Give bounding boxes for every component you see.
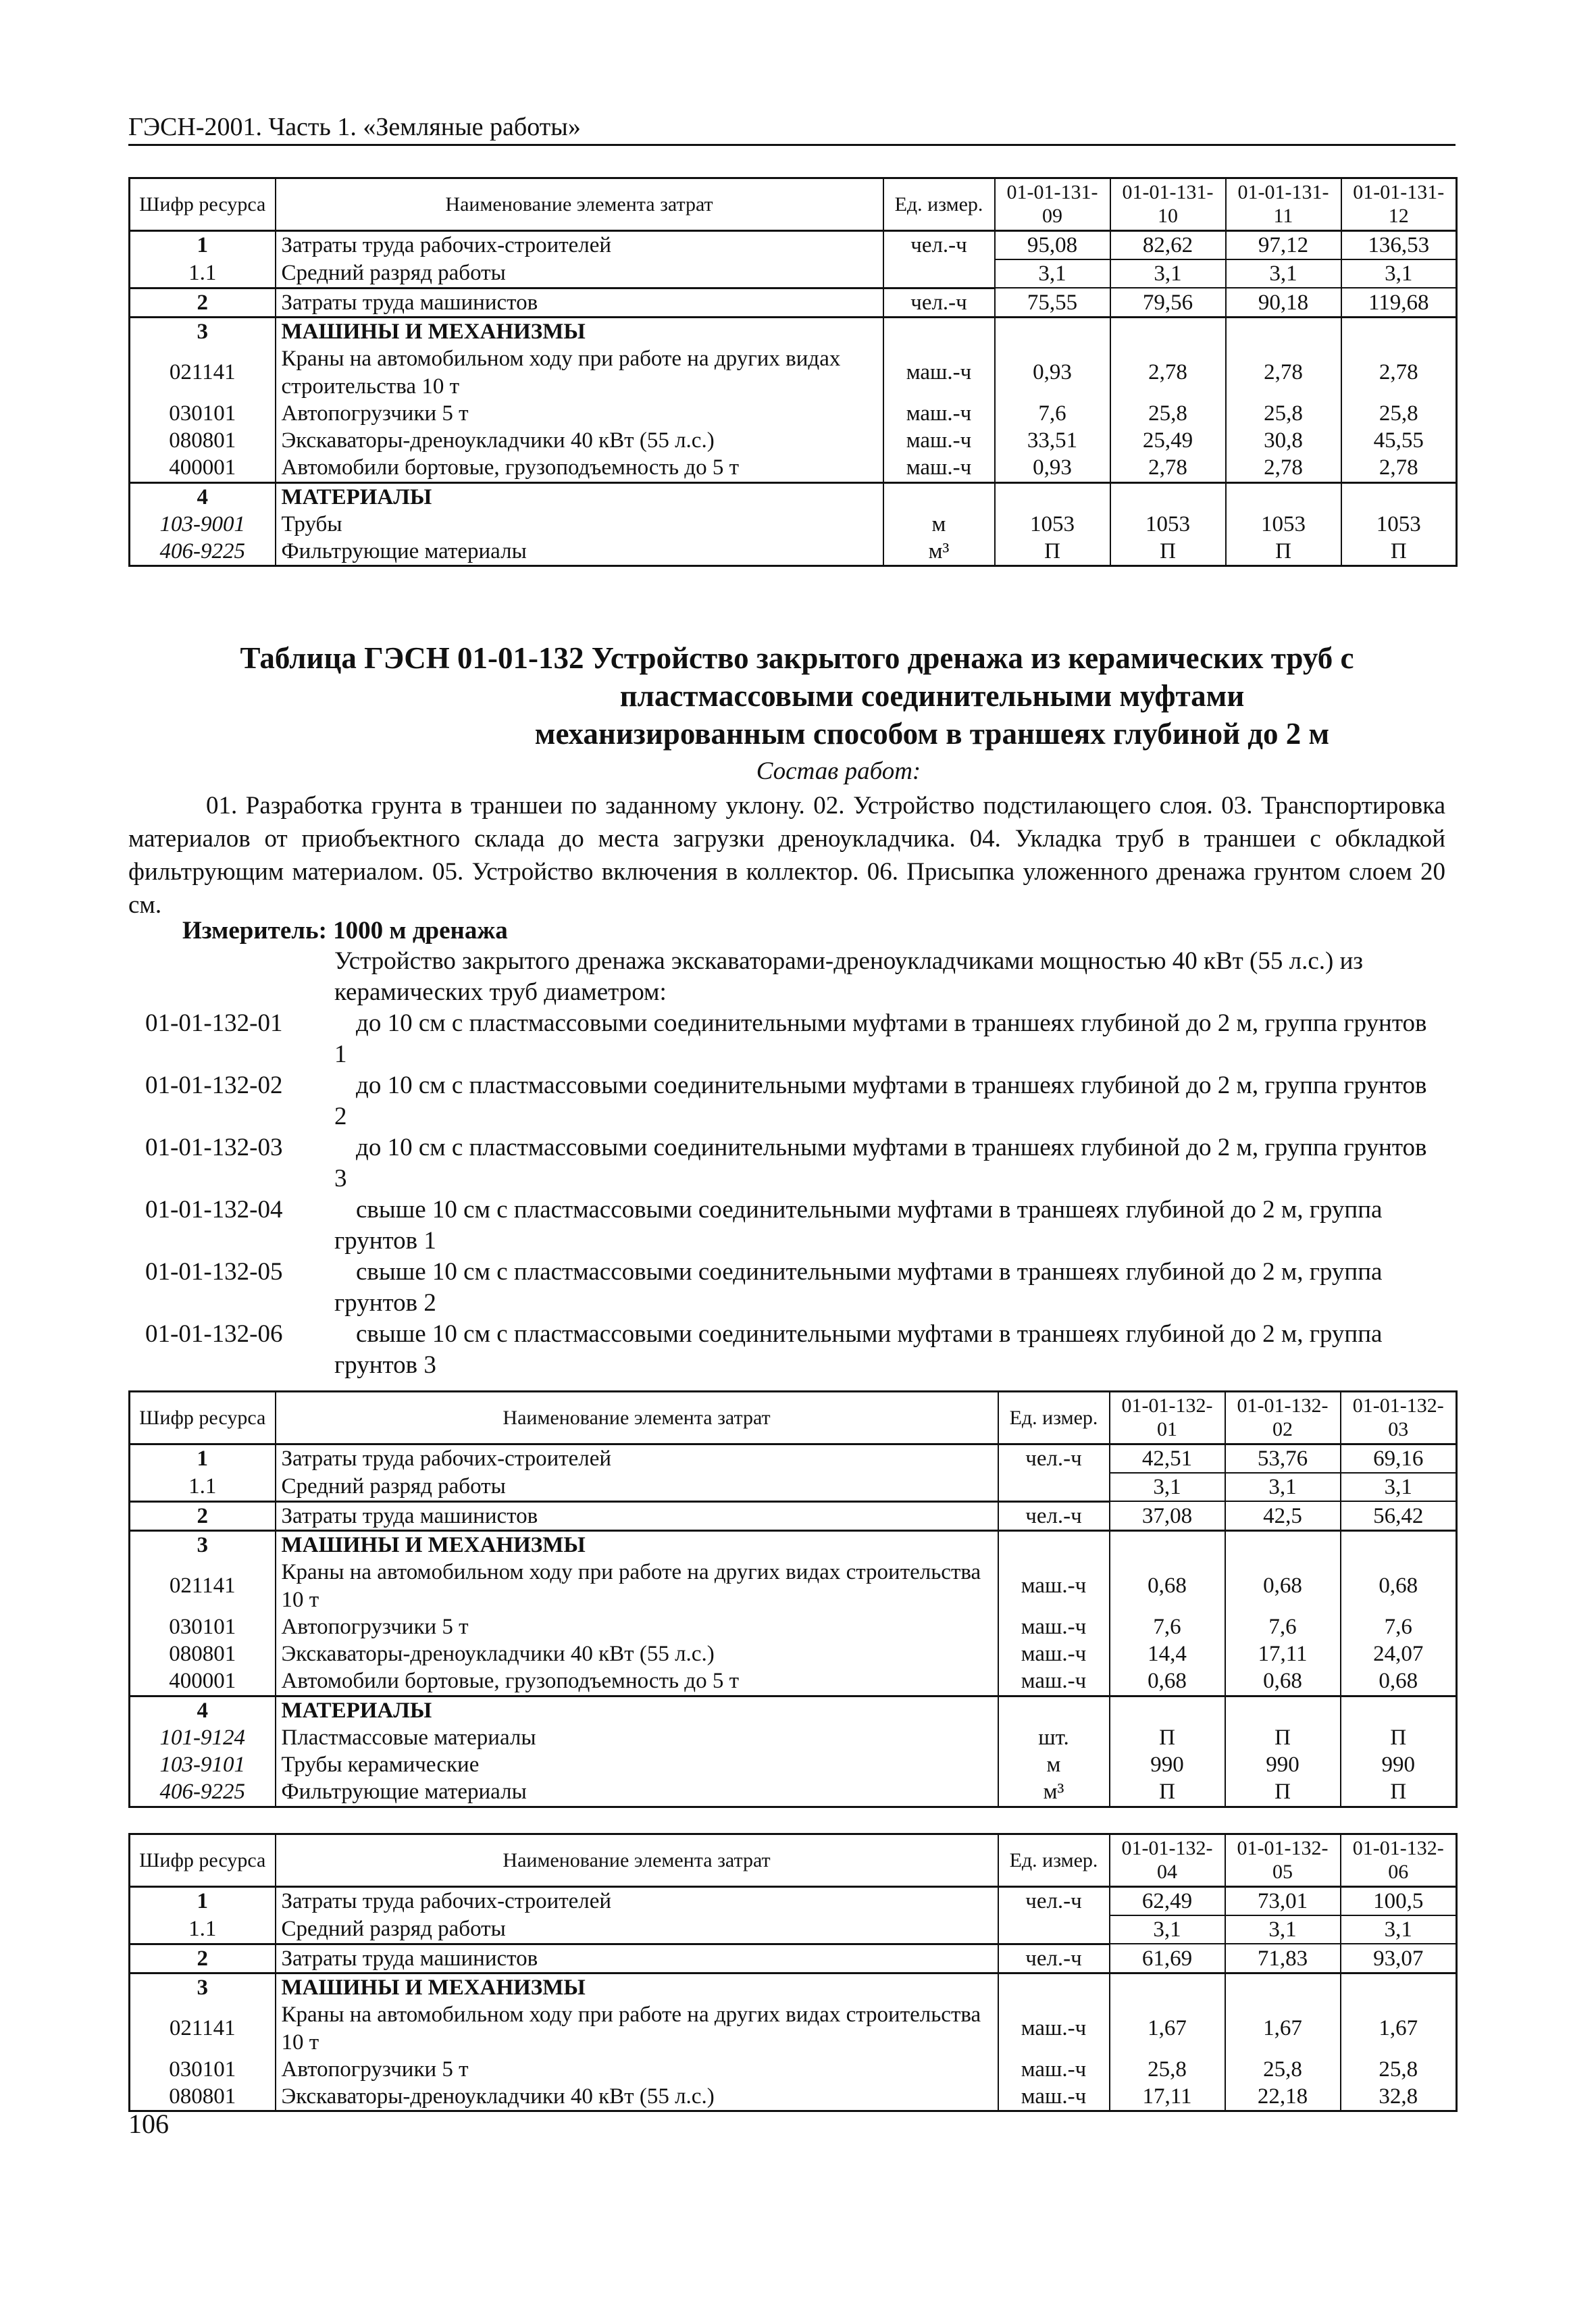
resource-value: 0,93 (995, 454, 1110, 482)
resource-value: П (1226, 538, 1341, 566)
resource-name: Краны на автомобильном ходу при работе на других видах строительства 10 т (276, 1559, 998, 1613)
table-row (130, 2001, 1457, 2056)
resource-value: 3,1 (1110, 1915, 1225, 1944)
resource-value: 7,6 (1110, 1613, 1225, 1640)
resource-value: 1053 (1226, 511, 1341, 538)
table-row (130, 230, 1457, 259)
resource-name: МАШИНЫ И МЕХАНИЗМЫ (276, 318, 883, 346)
resource-value: 62,49 (1110, 1886, 1225, 1915)
norm-item-text: свыше 10 см с пластмассовыми соединительными муфтами в траншеях глубиной до 2 м, группа грунтов 3 (334, 1320, 1383, 1379)
resource-code: 030101 (169, 401, 236, 426)
resource-code: 1.1 (188, 1474, 217, 1499)
resource-unit: маш.-ч (998, 2056, 1110, 2083)
norm-item-code: 01-01-132-06 (145, 1320, 283, 1348)
resource-value: 25,8 (1341, 400, 1457, 427)
table-row (130, 318, 1457, 346)
resource-name: Затраты труда рабочих-строителей (276, 230, 883, 259)
table-row (130, 454, 1457, 482)
resource-value: 93,07 (1341, 1944, 1457, 1973)
resource-value (1110, 1973, 1225, 2002)
resource-value (1110, 1531, 1225, 1559)
header-norm-code: 01-01-132-04 (1110, 1834, 1225, 1887)
resource-value (1226, 482, 1341, 511)
resource-value (1225, 1973, 1341, 2002)
resource-value: П (1110, 1724, 1225, 1751)
resource-unit: маш.-ч (998, 1667, 1110, 1696)
norm-item (128, 1194, 1445, 1257)
norm-item-code: 01-01-132-04 (145, 1196, 283, 1224)
resource-value: 25,8 (1225, 2056, 1341, 2083)
resource-code: 030101 (169, 2057, 236, 2082)
resource-value: П (995, 538, 1110, 566)
resource-value: 3,1 (1226, 259, 1341, 288)
norm-items (128, 946, 1445, 1381)
meter-label: Измеритель: 1000 м дренажа (182, 917, 508, 945)
resource-value: П (1341, 1778, 1457, 1807)
resource-unit (998, 1973, 1110, 2002)
table-row (130, 1640, 1457, 1667)
resource-unit (998, 1696, 1110, 1724)
resource-value: 3,1 (1110, 259, 1226, 288)
resource-name: Затраты труда машинистов (276, 288, 883, 317)
table-row (130, 1724, 1457, 1751)
resource-value: 1,67 (1110, 2001, 1225, 2056)
resource-value: 2,78 (1341, 345, 1457, 400)
resource-code: 4 (130, 482, 276, 511)
header-norm-code: 01-01-131-11 (1226, 178, 1341, 231)
resource-unit: маш.-ч (998, 1640, 1110, 1667)
resource-value: 1053 (995, 511, 1110, 538)
resource-value: П (1110, 1778, 1225, 1807)
resource-name: Затраты труда машинистов (276, 1501, 998, 1530)
resource-code: 1.1 (188, 261, 217, 286)
resource-value: 3,1 (1341, 259, 1457, 288)
resource-value: 3,1 (1225, 1915, 1341, 1944)
resource-code: 406-9225 (159, 539, 245, 564)
resource-value: 17,11 (1110, 2083, 1225, 2111)
resource-name: Экскаваторы-дреноукладчики 40 кВт (55 л.с.) (276, 2083, 998, 2111)
resource-value: 0,68 (1341, 1667, 1457, 1696)
table-row (130, 1751, 1457, 1778)
table-row (130, 1473, 1457, 1501)
resource-value (1341, 1973, 1457, 2002)
resource-value: 0,68 (1225, 1667, 1341, 1696)
table-row (130, 427, 1457, 454)
resource-value (1110, 1696, 1225, 1724)
resource-name: Автопогрузчики 5 т (276, 400, 883, 427)
table-row (130, 1778, 1457, 1807)
resource-value: 53,76 (1225, 1444, 1341, 1473)
header-name: Наименование элемента затрат (276, 1834, 998, 1887)
resource-name: Автопогрузчики 5 т (276, 2056, 998, 2083)
resource-unit: чел.-ч (998, 1501, 1110, 1530)
resource-code: 3 (130, 1531, 276, 1559)
resource-unit: маш.-ч (998, 2083, 1110, 2111)
resource-unit: чел.-ч (998, 1944, 1110, 1973)
resource-name: МАТЕРИАЛЫ (276, 1696, 998, 1724)
norm-item-text: до 10 см с пластмассовыми соединительными муфтами в траншеях глубиной до 2 м, группа грунтов 3 (334, 1134, 1427, 1192)
resource-code: 1 (197, 1447, 208, 1472)
resource-name: Средний разряд работы (276, 1915, 998, 1944)
norm-item (128, 1319, 1445, 1381)
resource-value (1225, 1531, 1341, 1559)
resource-value: 42,51 (1110, 1444, 1225, 1473)
resource-name: Средний разряд работы (276, 259, 883, 288)
resource-value (995, 482, 1110, 511)
header-norm-code: 01-01-131-09 (995, 178, 1110, 231)
resource-name: Экскаваторы-дреноукладчики 40 кВт (55 л.с.) (276, 1640, 998, 1667)
resource-code: 030101 (169, 1614, 236, 1639)
table-row (130, 400, 1457, 427)
resource-value: 90,18 (1226, 288, 1341, 317)
resource-name: Затраты труда рабочих-строителей (276, 1886, 998, 1915)
norm-item-text: до 10 см с пластмассовыми соединительными муфтами в траншеях глубиной до 2 м, группа грунтов 1 (334, 1009, 1427, 1068)
resource-name: Затраты труда рабочих-строителей (276, 1444, 998, 1473)
norm-item-code: 01-01-132-01 (145, 1009, 283, 1037)
resource-name: Пластмассовые материалы (276, 1724, 998, 1751)
resource-code: 1 (197, 233, 208, 258)
resource-value: 0,68 (1110, 1559, 1225, 1613)
resource-value (995, 318, 1110, 346)
section-title-line-1: Таблица ГЭСН 01-01-132 Устройство закрытого дренажа из керамических труб с (240, 641, 1354, 675)
table-header-row (130, 178, 1457, 231)
resource-value: 42,5 (1225, 1501, 1341, 1530)
resource-value: 136,53 (1341, 230, 1457, 259)
resource-value (1341, 318, 1457, 346)
resource-value: 25,8 (1110, 400, 1226, 427)
resource-unit: м³ (998, 1778, 1110, 1807)
resource-unit: м (998, 1751, 1110, 1778)
resource-value: 14,4 (1110, 1640, 1225, 1667)
table-row (130, 538, 1457, 566)
resource-code: 400001 (169, 1669, 236, 1694)
resource-name: Затраты труда машинистов (276, 1944, 998, 1973)
table-row (130, 1531, 1457, 1559)
header-code: Шифр ресурса (130, 178, 276, 231)
resource-code: 103-9101 (159, 1753, 245, 1778)
table-header-row (130, 1834, 1457, 1887)
resource-value: 30,8 (1226, 427, 1341, 454)
table-row (130, 2083, 1457, 2111)
resource-code: 4 (130, 1696, 276, 1724)
table-row (130, 1973, 1457, 2002)
norm-item-code: 01-01-132-05 (145, 1258, 283, 1286)
resource-value: П (1225, 1724, 1341, 1751)
resource-name: Автомобили бортовые, грузоподъемность до 5 т (276, 454, 883, 482)
resource-value: 25,8 (1341, 2056, 1457, 2083)
resource-value: 22,18 (1225, 2083, 1341, 2111)
resource-value: 0,68 (1341, 1559, 1457, 1613)
norm-item (128, 1257, 1445, 1319)
resource-unit (998, 1915, 1110, 1944)
resource-value: 0,68 (1110, 1667, 1225, 1696)
header-unit: Ед. измер. (998, 1392, 1110, 1444)
table-row (130, 1559, 1457, 1613)
resource-unit: маш.-ч (998, 2001, 1110, 2056)
resource-name: Автопогрузчики 5 т (276, 1613, 998, 1640)
resource-value: 25,49 (1110, 427, 1226, 454)
resource-value (1341, 1696, 1457, 1724)
resource-unit: чел.-ч (883, 230, 995, 259)
resource-value: 100,5 (1341, 1886, 1457, 1915)
table-row (130, 1667, 1457, 1696)
resource-value: П (1341, 1724, 1457, 1751)
resource-unit: маш.-ч (998, 1559, 1110, 1613)
resource-value: 0,93 (995, 345, 1110, 400)
resource-code: 1.1 (188, 1917, 217, 1942)
resource-value: 82,62 (1110, 230, 1226, 259)
resource-value: 32,8 (1341, 2083, 1457, 2111)
resource-value: 3,1 (1341, 1473, 1457, 1501)
resource-value: П (1341, 538, 1457, 566)
resource-value: 3,1 (1110, 1473, 1225, 1501)
resource-value: 3,1 (1225, 1473, 1341, 1501)
resource-value: 61,69 (1110, 1944, 1225, 1973)
resource-value (1341, 1531, 1457, 1559)
resource-code: 3 (130, 1973, 276, 2002)
header-norm-code: 01-01-132-02 (1225, 1392, 1341, 1444)
resource-value: 45,55 (1341, 427, 1457, 454)
table-row (130, 345, 1457, 400)
norm-item (128, 1008, 1445, 1070)
resource-name: Краны на автомобильном ходу при работе на других видах строительства 10 т (276, 345, 883, 400)
resource-name: МАТЕРИАЛЫ (276, 482, 883, 511)
resource-value: 3,1 (995, 259, 1110, 288)
resource-value: 990 (1110, 1751, 1225, 1778)
resource-value: 95,08 (995, 230, 1110, 259)
resource-value: 17,11 (1225, 1640, 1341, 1667)
resource-unit (883, 318, 995, 346)
header-norm-code: 01-01-132-01 (1110, 1392, 1225, 1444)
resource-unit (883, 482, 995, 511)
resource-value: 79,56 (1110, 288, 1226, 317)
resource-name: Трубы керамические (276, 1751, 998, 1778)
resource-code: 080801 (169, 2084, 236, 2109)
header-rule (128, 144, 1456, 146)
table-row (130, 1696, 1457, 1724)
resource-value: 69,16 (1341, 1444, 1457, 1473)
resource-value (1225, 1696, 1341, 1724)
resource-value: 33,51 (995, 427, 1110, 454)
table-row (130, 2056, 1457, 2083)
resource-code: 406-9225 (159, 1780, 245, 1805)
table-header-row (130, 1392, 1457, 1444)
resource-value: П (1225, 1778, 1341, 1807)
resource-table-132-a (128, 1390, 1458, 1808)
resource-unit (998, 1473, 1110, 1501)
resource-name: Средний разряд работы (276, 1473, 998, 1501)
table-row (130, 511, 1457, 538)
resource-name: Трубы (276, 511, 883, 538)
resource-unit: чел.-ч (883, 288, 995, 317)
table-row (130, 1501, 1457, 1530)
norm-item-text: свыше 10 см с пластмассовыми соединительными муфтами в траншеях глубиной до 2 м, группа грунтов 2 (334, 1258, 1383, 1317)
section-title-line-3: механизированным способом в траншеях глубиной до 2 м (534, 717, 1330, 751)
table-row (130, 288, 1457, 317)
resource-value: 119,68 (1341, 288, 1457, 317)
resource-value: 37,08 (1110, 1501, 1225, 1530)
resource-unit (998, 1531, 1110, 1559)
norm-item (128, 1070, 1445, 1132)
table-row (130, 1886, 1457, 1915)
section-title-line-2: пластмассовыми соединительными муфтами (619, 679, 1245, 713)
table-row (130, 482, 1457, 511)
norm-item-text: свыше 10 см с пластмассовыми соединительными муфтами в траншеях глубиной до 2 м, группа грунтов 1 (334, 1196, 1383, 1255)
norm-item-code: 01-01-132-03 (145, 1134, 283, 1161)
header-norm-code: 01-01-131-10 (1110, 178, 1226, 231)
header-code: Шифр ресурса (130, 1392, 276, 1444)
resource-code: 103-9001 (159, 511, 245, 536)
resource-value: 25,8 (1110, 2056, 1225, 2083)
table-row (130, 259, 1457, 288)
resource-name: МАШИНЫ И МЕХАНИЗМЫ (276, 1973, 998, 2002)
page-number: 106 (128, 2109, 169, 2139)
resource-code: 2 (130, 288, 276, 317)
running-header: ГЭСН-2001. Часть 1. «Земляные работы» (128, 113, 581, 141)
resource-value: 2,78 (1110, 454, 1226, 482)
table-row (130, 1915, 1457, 1944)
resource-code: 400001 (169, 455, 236, 480)
resource-unit (883, 259, 995, 288)
resource-name: МАШИНЫ И МЕХАНИЗМЫ (276, 1531, 998, 1559)
resource-name: Фильтрующие материалы (276, 538, 883, 566)
resource-value (1226, 318, 1341, 346)
header-code: Шифр ресурса (130, 1834, 276, 1887)
resource-value (1110, 318, 1226, 346)
resource-code: 021141 (169, 360, 236, 385)
section-title (135, 639, 1459, 753)
resource-table-132-b (128, 1833, 1458, 2112)
resource-value: 75,55 (995, 288, 1110, 317)
resource-value: 7,6 (1341, 1613, 1457, 1640)
resource-value: 990 (1341, 1751, 1457, 1778)
resource-value (1341, 482, 1457, 511)
resource-unit: маш.-ч (883, 400, 995, 427)
resource-code: 080801 (169, 428, 236, 453)
resource-unit: маш.-ч (883, 427, 995, 454)
resource-value: 7,6 (1225, 1613, 1341, 1640)
resource-code: 1 (197, 1889, 208, 1914)
header-unit: Ед. измер. (998, 1834, 1110, 1887)
header-name: Наименование элемента затрат (276, 178, 883, 231)
resource-table-131 (128, 177, 1458, 567)
norm-intro: Устройство закрытого дренажа экскаваторами-дреноукладчиками мощностью 40 кВт (55 л.с.) из керамических труб диаметром: (334, 947, 1363, 1006)
resource-value: 56,42 (1341, 1501, 1457, 1530)
resource-value: 3,1 (1341, 1915, 1457, 1944)
table-row (130, 1613, 1457, 1640)
resource-value: 73,01 (1225, 1886, 1341, 1915)
resource-value: 990 (1225, 1751, 1341, 1778)
resource-code: 080801 (169, 1642, 236, 1667)
resource-code: 021141 (169, 2016, 236, 2041)
resource-value: 1,67 (1341, 2001, 1457, 2056)
resource-unit: маш.-ч (998, 1613, 1110, 1640)
resource-unit: чел.-ч (998, 1444, 1110, 1473)
header-norm-code: 01-01-132-06 (1341, 1834, 1457, 1887)
resource-value: 2,78 (1226, 345, 1341, 400)
resource-unit: маш.-ч (883, 454, 995, 482)
resource-value: П (1110, 538, 1226, 566)
resource-code: 2 (130, 1501, 276, 1530)
norm-items-list (128, 1008, 1445, 1381)
norm-item-code: 01-01-132-02 (145, 1072, 283, 1099)
resource-name: Автомобили бортовые, грузоподъемность до 5 т (276, 1667, 998, 1696)
header-norm-code: 01-01-131-12 (1341, 178, 1457, 231)
resource-name: Краны на автомобильном ходу при работе на других видах строительства 10 т (276, 2001, 998, 2056)
resource-code: 3 (130, 318, 276, 346)
resource-value: 1053 (1110, 511, 1226, 538)
resource-unit: шт. (998, 1724, 1110, 1751)
header-norm-code: 01-01-132-05 (1225, 1834, 1341, 1887)
resource-value: 71,83 (1225, 1944, 1341, 1973)
norm-item-text: до 10 см с пластмассовыми соединительными муфтами в траншеях глубиной до 2 м, группа грунтов 2 (334, 1072, 1427, 1130)
resource-unit: м (883, 511, 995, 538)
resource-value: 97,12 (1226, 230, 1341, 259)
resource-name: Фильтрующие материалы (276, 1778, 998, 1807)
header-name: Наименование элемента затрат (276, 1392, 998, 1444)
table-row (130, 1444, 1457, 1473)
resource-name: Экскаваторы-дреноукладчики 40 кВт (55 л.с.) (276, 427, 883, 454)
resource-value: 7,6 (995, 400, 1110, 427)
resource-unit: м³ (883, 538, 995, 566)
resource-value (1110, 482, 1226, 511)
table-row (130, 1944, 1457, 1973)
resource-value: 2,78 (1110, 345, 1226, 400)
resource-code: 021141 (169, 1574, 236, 1599)
resource-value: 25,8 (1226, 400, 1341, 427)
composition-label: Состав работ: (756, 757, 921, 785)
header-unit: Ед. измер. (883, 178, 995, 231)
resource-value: 2,78 (1341, 454, 1457, 482)
resource-code: 2 (130, 1944, 276, 1973)
resource-value: 1053 (1341, 511, 1457, 538)
resource-unit: маш.-ч (883, 345, 995, 400)
resource-value: 0,68 (1225, 1559, 1341, 1613)
composition-text (128, 789, 1445, 922)
resource-unit: чел.-ч (998, 1886, 1110, 1915)
resource-value: 2,78 (1226, 454, 1341, 482)
composition-text-body: 01. Разработка грунта в траншеи по заданному уклону. 02. Устройство подстилающего слоя. 03. Транспортировка материалов от приобъектного склада до места загрузки дреноукладчика. 04. Укладка труб в траншеи с обкладкой фильтрующим материалом. 05. Устройство включения в коллектор. 06. Присыпка уложенного дренажа грунтом слоем 20 см. (128, 792, 1445, 919)
norm-item (128, 1132, 1445, 1194)
header-norm-code: 01-01-132-03 (1341, 1392, 1457, 1444)
resource-value: 24,07 (1341, 1640, 1457, 1667)
resource-code: 101-9124 (159, 1725, 245, 1750)
resource-value: 1,67 (1225, 2001, 1341, 2056)
